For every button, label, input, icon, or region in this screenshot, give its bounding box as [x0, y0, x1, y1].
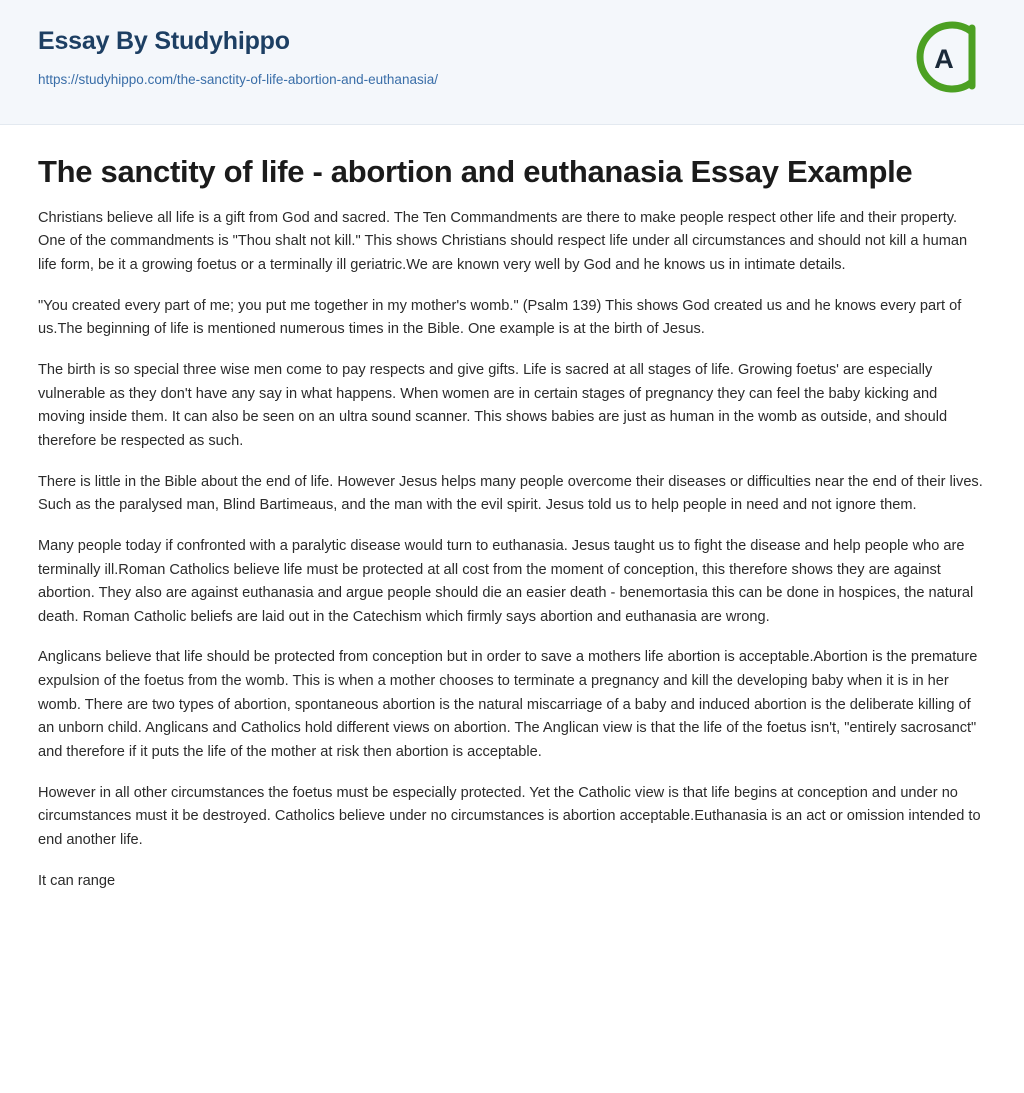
- site-header: [0, 0, 1024, 125]
- essay-paragraph: Many people today if confronted with a paralytic disease would turn to euthanasia. Jesus taught us to fight the disease and help people who are terminally ill.Roman Catholics believe life must be protected at all cost from the moment of conception, this therefore shows they are against abortion. They also are against euthanasia and argue people should die an easier death - benemortasia this can be done in hospices, the natural death. Roman Catholic beliefs are laid out in the Catechism which firmly says abortion and euthanasia are wrong.: [38, 537, 974, 625]
- page-title: The sanctity of life - abortion and euthanasia Essay Example: [38, 154, 913, 189]
- essay-paragraph: There is little in the Bible about the end of life. However Jesus helps many people overcome their diseases or difficulties near the end of their lives. Such as the paralysed man, Blind Bartimeaus, and the man with the evil spirit. Jesus told us to help people in need and not ignore them.: [38, 473, 983, 514]
- essay-paragraph: However in all other circumstances the foetus must be especially protected. Yet the Catholic view is that life begins at conception and under no circumstances must it be destroyed. Catholics believe under no circumstances is abortion acceptable.Euthanasia is an act or omission intended to end another life.: [38, 784, 981, 848]
- essay-paragraph: "You created every part of me; you put me together in my mother's womb." (Psalm 139) This shows God created us and he knows every part of us.The beginning of life is mentioned numerous times in the Bible. One example is at the birth of Jesus.: [38, 297, 962, 338]
- essay-paragraph: The birth is so special three wise men come to pay respects and give gifts. Life is sacred at all stages of life. Growing foetus' are especially vulnerable as they don't have any say in what happens. When women are in certain stages of pregnancy they can feel the baby kicking and moving inside them. It can also be seen on an ultra sound scanner. This shows babies are just as human in the womb as outside, and should therefore be respected as such.: [38, 362, 948, 449]
- studyhippo-a-logo-icon: [906, 18, 984, 96]
- essay-paragraph: Anglicans believe that life should be protected from conception but in order to save a mothers life abortion is acceptable.Abortion is the premature expulsion of the foetus from the womb. This is when a mother chooses to terminate a pregnancy and kill the developing baby when it is in her womb. There are two types of abortion, spontaneous abortion is the natural miscarriage of a baby and induced abortion is the deliberate killing of an unborn child. Anglicans and Catholics hold different views on abortion. The Anglican view is that the life of the foetus isn't, "entirely sacrosanct" and therefore if it puts the life of the mother at risk then abortion is acceptable.: [38, 649, 978, 760]
- svg-text:A: A: [934, 44, 954, 74]
- site-brand: Essay By Studyhippo: [38, 27, 290, 55]
- essay-paragraph: It can range: [38, 872, 116, 889]
- source-url[interactable]: https://studyhippo.com/the-sanctity-of-life-abortion-and-euthanasia/: [38, 72, 438, 87]
- essay-paragraph: Christians believe all life is a gift from God and sacred. The Ten Commandments are there to make people respect other life and their property. One of the commandments is "Thou shalt not kill." This shows Christians should respect life under all circumstances and should not kill a human life form, be it a growing foetus or a terminally ill geriatric.We are known very well by God and he knows us in intimate details.: [38, 209, 968, 274]
- essay-content: [0, 125, 1024, 893]
